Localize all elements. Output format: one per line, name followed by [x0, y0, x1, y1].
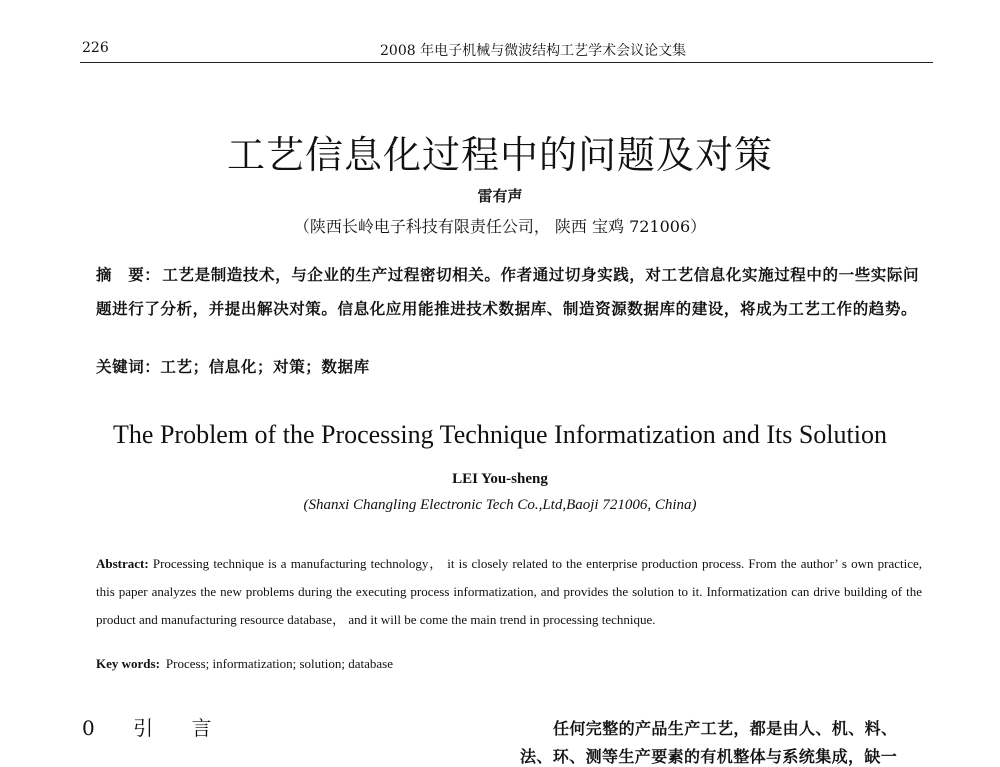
page-number: 226 — [82, 40, 109, 56]
chinese-keywords — [96, 355, 370, 377]
chinese-keywords-text: 工艺；信息化；对策；数据库 — [160, 357, 370, 376]
english-keywords-label: Key words: — [96, 656, 160, 671]
chinese-abstract — [96, 258, 926, 326]
english-author: LEI You-sheng — [452, 471, 548, 487]
body-text-line: 法、环、测等生产要素的有机整体与系统集成，缺一 — [520, 747, 898, 766]
english-abstract-text: Processing technique is a manufacturing technology， it is closely related to the enterprise production process. From the author’ s own practice, this paper analyzes the new problems during the executing process informatization, and provides the solution to it. Informatization can drive building of the product and manufacturing resource database， and it will be come the main trend in processing technique. — [96, 556, 922, 627]
running-header: 2008 年电子机械与微波结构工艺学术会议论文集 — [380, 43, 687, 59]
chinese-affiliation: （陕西长岭电子科技有限责任公司， 陕西 宝鸡 721006） — [293, 217, 707, 236]
english-keywords — [96, 656, 393, 672]
chinese-keywords-label: 关键词： — [96, 357, 161, 376]
english-keywords-text: Process; informatization; solution; database — [165, 656, 394, 671]
english-abstract — [96, 550, 922, 634]
chinese-abstract-text: 工艺是制造技术，与企业的生产过程密切相关。作者通过切身实践，对工艺信息化实施过程中的一些实际问题进行了分析，并提出解决对策。信息化应用能推进技术数据库、制造资源数据库的建设，将成为工艺工作的趋势。 — [96, 265, 920, 318]
chinese-abstract-label: 摘 要： — [96, 265, 161, 284]
chinese-title: 工艺信息化过程中的问题及对策 — [226, 133, 773, 177]
section-heading-introduction: 0 引 言 — [82, 716, 228, 740]
english-abstract-label: Abstract: — [96, 556, 149, 571]
english-title: The Problem of the Processing Technique Informatization and Its Solution — [113, 420, 887, 449]
body-text-line: 任何完整的产品生产工艺，都是由人、机、料、 — [553, 719, 898, 738]
english-affiliation: (Shanxi Changling Electronic Tech Co.,Ltd,Baoji 721006, China) — [303, 497, 697, 513]
chinese-author: 雷有声 — [477, 187, 523, 205]
header-rule — [80, 62, 933, 63]
